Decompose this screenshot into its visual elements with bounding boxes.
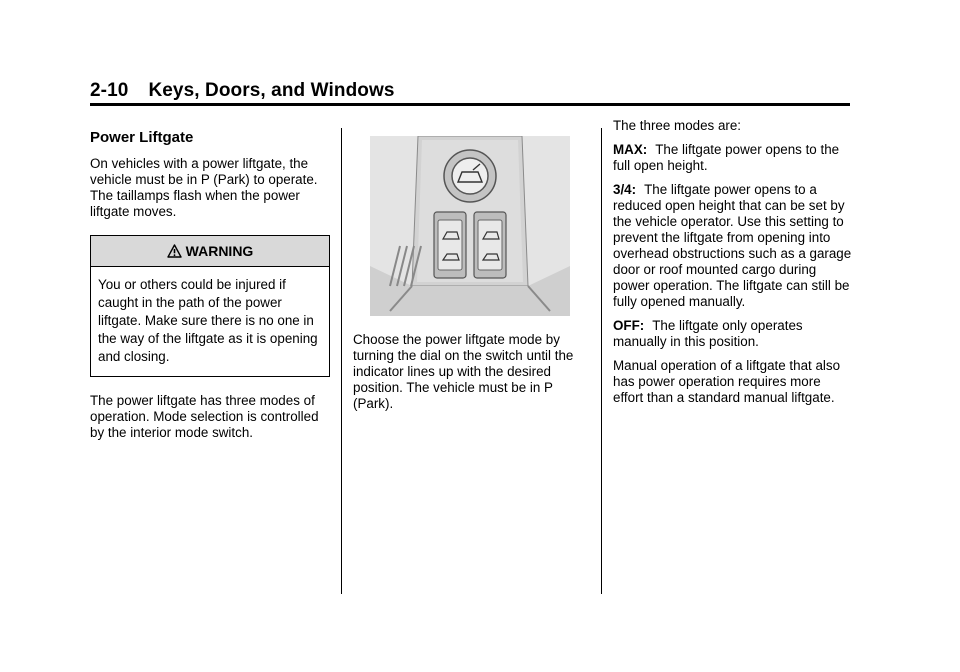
warning-header — [91, 236, 329, 267]
column-divider — [341, 128, 342, 594]
liftgate-switch-illustration — [370, 136, 570, 316]
chapter-title: Keys, Doors, and Windows — [148, 80, 395, 101]
column-3 — [613, 118, 853, 414]
paragraph: Choose the power liftgate mode by turning the dial on the switch until the indicator lines up with the desired position. The vehicle must be in P (Park). — [353, 332, 574, 411]
mode-label: 3/4: — [613, 182, 637, 197]
mode-description: The liftgate power opens to a reduced open height that can be set by the vehicle operator. Use this setting to prevent the liftgate from opening into overhead obstructions such as a garage door or roof mounted cargo during power operation. The liftgate can still be fully opened manually. — [613, 182, 852, 309]
column-1 — [90, 118, 330, 449]
section-heading: Power Liftgate — [90, 129, 194, 146]
column-2 — [353, 118, 585, 420]
warning-icon — [167, 244, 182, 258]
column-divider — [601, 128, 602, 594]
mode-label: MAX: — [613, 142, 648, 157]
header-title — [90, 80, 850, 102]
warning-text: You or others could be injured if caught in the path of the power liftgate. Make sure there is no one in the way of the liftgate as it is opening and closing. — [98, 277, 318, 364]
page-number: 2-10 — [90, 80, 129, 101]
warning-box — [90, 235, 330, 377]
paragraph: Manual operation of a liftgate that also has power operation requires more effort than a standard manual liftgate. — [613, 358, 841, 405]
mode-description: The liftgate only operates manually in this position. — [613, 318, 803, 349]
paragraph: On vehicles with a power liftgate, the vehicle must be in P (Park) to operate. The taillamps flash when the power liftgate moves. — [90, 156, 318, 219]
mode-description: The liftgate power opens to the full open height. — [613, 142, 840, 173]
mode-max — [613, 142, 853, 174]
mode-label: OFF: — [613, 318, 645, 333]
mode-off — [613, 318, 853, 350]
paragraph: The power liftgate has three modes of operation. Mode selection is controlled by the interior mode switch. — [90, 393, 319, 440]
header-rule — [90, 103, 850, 106]
modes-intro: The three modes are: — [613, 118, 742, 133]
warning-title: WARNING — [185, 243, 254, 259]
mode-three-quarter — [613, 182, 853, 310]
